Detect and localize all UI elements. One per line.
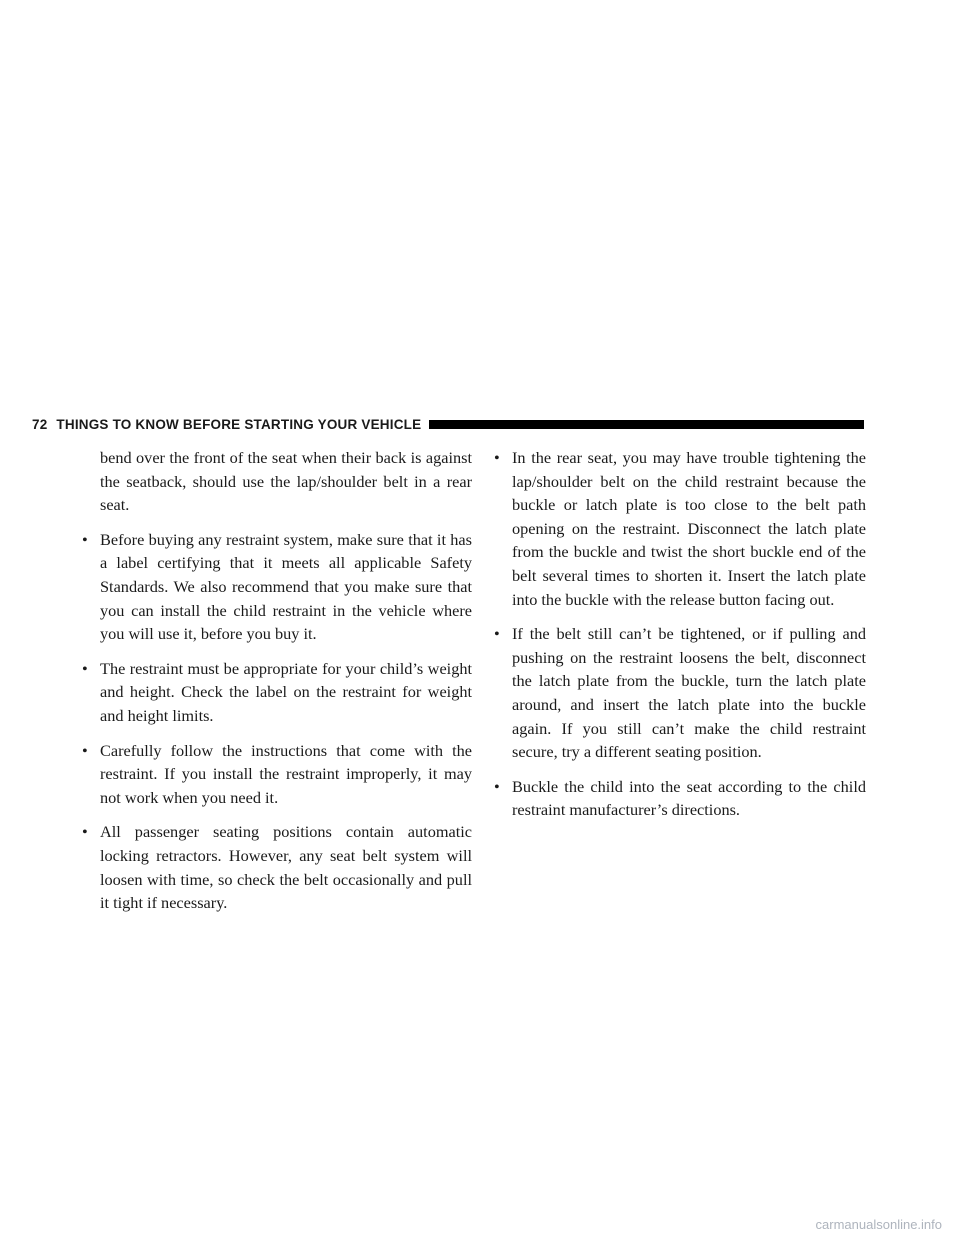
bullet-icon: • bbox=[82, 740, 88, 760]
list-item bbox=[82, 528, 472, 646]
list-item-text: All passenger seating positions contain automatic locking retractors. However, any seat belt system will loosen with time, so check the belt occasionally and pull it tight if necessary. bbox=[100, 822, 472, 913]
bullet-icon: • bbox=[494, 624, 500, 644]
list-item-text: The restraint must be appropriate for your child’s weight and height. Check the label on the restraint for weight and height limits. bbox=[100, 658, 472, 725]
right-column bbox=[494, 446, 866, 833]
bullet-icon: • bbox=[82, 658, 88, 678]
list-item-text: Buckle the child into the seat according to the child restraint manufacturer’s directions. bbox=[512, 776, 866, 820]
bullet-icon: • bbox=[494, 776, 500, 796]
list-item bbox=[82, 820, 472, 914]
section-title: THINGS TO KNOW BEFORE STARTING YOUR VEHICLE bbox=[56, 416, 422, 432]
header-rule bbox=[429, 420, 864, 429]
bullet-icon: • bbox=[82, 822, 88, 842]
list-item-text: Carefully follow the instructions that come with the restraint. If you install the restraint improperly, it may not work when you need it. bbox=[100, 740, 472, 807]
list-item-text: Before buying any restraint system, make sure that it has a label certifying that it meets all applicable Safety Standards. We also recommend that you make sure that you can install the child restraint in the vehicle where you will use it, before you buy it. bbox=[100, 529, 472, 644]
list-item-text: In the rear seat, you may have trouble tightening the lap/shoulder belt on the child restraint because the buckle or latch plate is too close to the belt path opening on the restraint. Disconnect the latch plate from the buckle and twist the short buckle end of the belt several times to shorten it. Insert the latch plate into the buckle with the release button facing out. bbox=[512, 448, 866, 609]
list-item bbox=[82, 657, 472, 728]
list-item bbox=[494, 446, 866, 611]
bullet-icon: • bbox=[82, 529, 88, 549]
bullet-icon: • bbox=[494, 448, 500, 467]
list-item bbox=[494, 775, 866, 822]
list-item-text: If the belt still can’t be tightened, or if pulling and pushing on the restraint loosens the belt, disconnect the latch plate from the buckle, turn the latch plate around, and insert the latch plate into the buckle again. If you still can’t make the child restraint secure, try a different seating position. bbox=[512, 624, 866, 762]
watermark: carmanualsonline.info bbox=[815, 1217, 942, 1232]
list-item bbox=[82, 739, 472, 810]
page-header bbox=[32, 414, 864, 434]
page-number: 72 bbox=[32, 416, 48, 432]
left-column bbox=[82, 446, 472, 926]
intro-paragraph: bend over the front of the seat when their back is against the seatback, should use the lap/shoulder belt in a rear seat. bbox=[100, 448, 472, 515]
list-item bbox=[494, 622, 866, 764]
